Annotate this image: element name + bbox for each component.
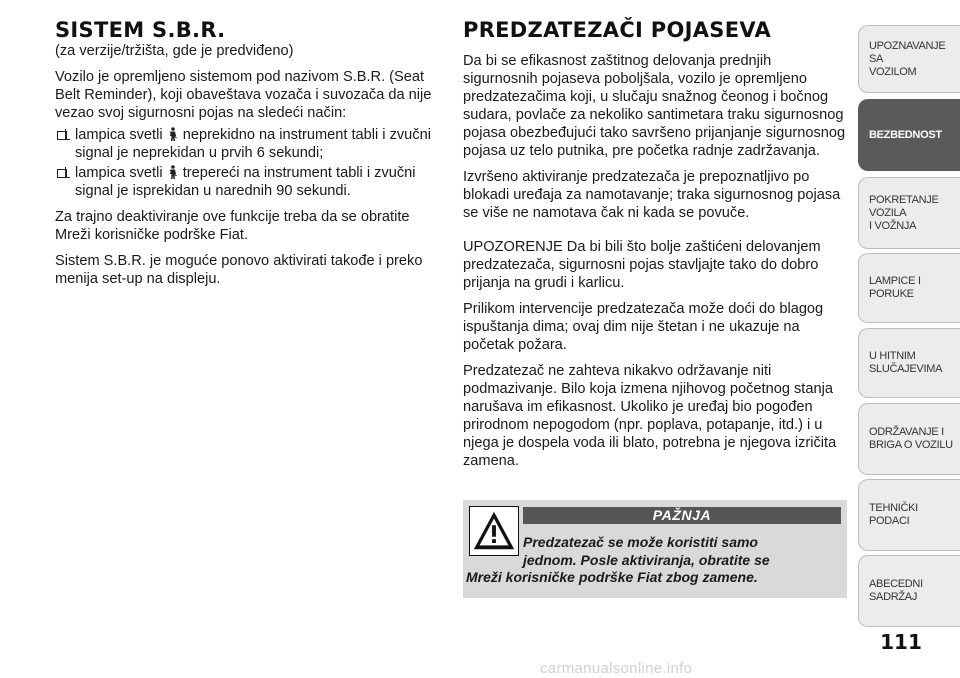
pretensioner-activation: Izvršeno aktiviranje predzatezača je prepoznatljivo po blokadi uređaja za namotavanje; traka sigurnosnog pojasa se više ne namotava čak ni kada se povuče. [463, 169, 841, 221]
tab-label: BRIGA O VOZILU [869, 439, 953, 451]
seatbelt-warning-icon [168, 127, 178, 142]
pretensioner-maintenance: Predzatezač ne zahteva nikakvo održavanje niti podmazivanje. Bilo koja izmena njihovog početnog stanja narušava im efikasnost. Ukoliko je uređaj bio pogođen prirodnom nepogodom (npr. poplava, potapanje, itd.) i u njega je dospela voda ili blato, potrebna je njegova izričita zamena. [463, 363, 837, 469]
pretensioner-intro: Da bi se efikasnost zaštitnog delovanja prednjih sigurnosnih pojaseva poboljšala, vozilo je opremljeno predzatezačima koji, u slučaju snažnog čeonog i bočnog sudara, povlače za nekoliko santimetara traku sigurnosnog pojasa obezbeđujući tako savršeno prijanjanje sigurnosnog pojasa uz telo putnika, pre početka radnje zadržavanja. [463, 53, 846, 159]
tab-odrzavanje[interactable] [858, 403, 960, 475]
right-column [463, 18, 848, 470]
bullet-text-after: trepereći na instrument tabli i zvučni signal je isprekidan u narednih 90 sekundi. [75, 165, 416, 199]
tab-pokretanje[interactable] [858, 177, 960, 249]
tab-label: I VOŽNJA [869, 219, 917, 232]
tab-label: VOZILOM [869, 65, 917, 78]
sbr-intro: Vozilo je opremljeno sistemom pod nazivom S.B.R. (Seat Belt Reminder), koji obaveštava vozača i suvozača da nije vezao svoj sigurnosni pojas na sledeći način: [55, 69, 432, 121]
footer-watermark: carmanualsonline.info [540, 660, 693, 677]
tab-label: SLUČAJEVIMA [869, 363, 943, 375]
section-title-pretensioners: PREDZATEZAČI POJASEVA [463, 18, 772, 42]
sbr-deactivate-text: Za trajno deaktiviranje ove funkcije treba da se obratite Mreži korisničke podrške Fiat. [55, 209, 410, 243]
tab-lampice[interactable] [858, 253, 960, 323]
page-number: 111 [880, 630, 922, 654]
warning-box [463, 500, 847, 598]
bullet-text-before: lampica svetli [75, 127, 163, 143]
sbr-bullet-list [55, 126, 435, 200]
sbr-subtitle: (za verzije/tržišta, gde je predviđeno) [55, 43, 294, 59]
tab-hitni-slucajevi[interactable] [858, 328, 960, 398]
tab-label: ABECEDNI SADRŽAJ [869, 578, 923, 603]
tab-upoznavanje[interactable] [858, 25, 960, 93]
tab-label: TEHNIČKI PODACI [869, 502, 918, 527]
tab-label: UPOZNAVANJE SA [869, 39, 946, 65]
checkbox-bullet-icon [57, 131, 67, 140]
warning-text-line: Mreži korisničke podrške Fiat zbog zamene. [466, 569, 758, 585]
checkbox-bullet-icon [57, 169, 67, 178]
tab-tehnicki-podaci[interactable] [858, 479, 960, 551]
section-title-sbr: SISTEM S.B.R. [55, 18, 226, 42]
tab-bezbednost[interactable] [858, 99, 960, 171]
bullet-text-before: lampica svetli [75, 165, 163, 181]
tab-label: BEZBEDNOST [869, 128, 942, 141]
tab-label: ODRŽAVANJE I [869, 426, 944, 438]
warning-text-line: jednom. Posle aktiviranja, obratite se [523, 551, 770, 568]
tab-abecedni-sadrzaj[interactable] [858, 555, 960, 627]
pretensioner-smoke: Prilikom intervencije predzatezača može doći do blagog ispuštanja dima; ovaj dim nije štetan i ne ukazuje na početak požara. [463, 301, 824, 353]
list-item [55, 164, 435, 200]
pretensioner-caution: UPOZORENJE Da bi bili što bolje zaštićeni delovanjem predzatezača, sigurnosni pojas stavljajte tako do dobro prijanja na grudi i karlicu. [463, 239, 821, 291]
seatbelt-warning-icon [168, 165, 178, 180]
sbr-reactivate-text: Sistem S.B.R. je moguće ponovo aktivirati takođe i preko menija set-up na displeju. [55, 253, 423, 287]
left-column [55, 18, 435, 288]
tab-label: U HITNIM [869, 350, 916, 362]
warning-text [466, 534, 844, 587]
warning-title: PAŽNJA [652, 507, 712, 523]
warning-text-line: Predzatezač se može koristiti samo [523, 534, 758, 550]
tab-label: LAMPICE I PORUKE [869, 275, 921, 300]
bullet-text-after: neprekidno na instrument tabli i zvučni signal je neprekidan u prvih 6 sekundi; [75, 127, 431, 161]
tab-label: POKRETANJE VOZILA [869, 193, 939, 219]
list-item [55, 126, 435, 162]
